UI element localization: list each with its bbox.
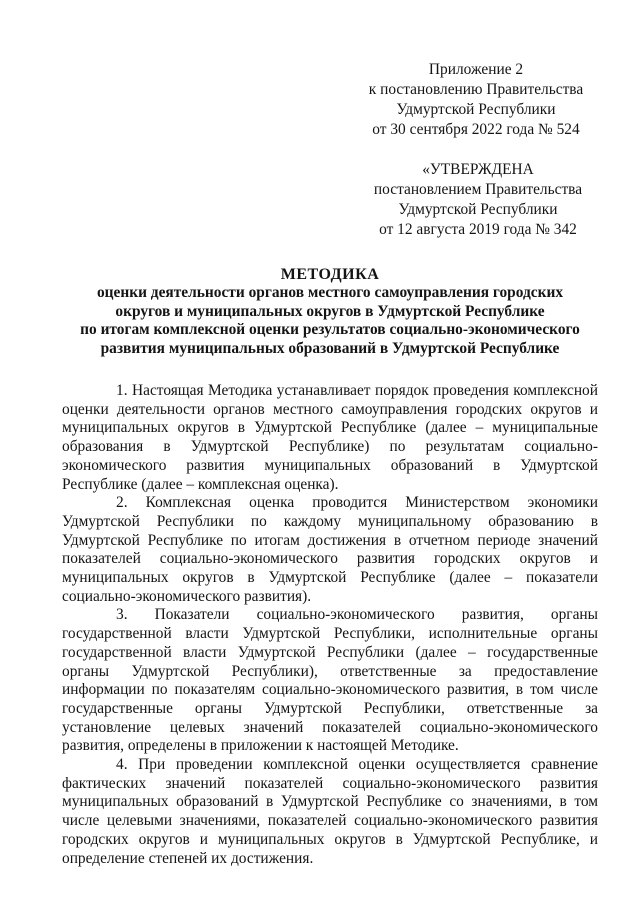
- paragraph-line: социально-экономического развития).: [62, 587, 312, 605]
- document-body: [62, 382, 598, 868]
- paragraph-line: оценки деятельности органов местного самоуправления городских округов и: [62, 400, 598, 418]
- heading-line-1: оценки деятельности органов местного самоуправления городских: [96, 284, 564, 302]
- document-heading: [62, 266, 598, 358]
- approved-line-1: «УТВЕРЖДЕНА: [422, 161, 534, 178]
- approved-line-3: Удмуртской Республики: [398, 201, 558, 218]
- paragraph-line: фактических значений показателей социально-экономического развития: [62, 774, 598, 792]
- paragraph-line: государственные органы Удмуртской Республики, ответственные за: [62, 699, 598, 717]
- paragraph-line: показателей социально-экономического развития городских округов и: [62, 550, 598, 568]
- heading-line-4: развития муниципальных образований в Удмуртской Республике: [100, 339, 560, 357]
- paragraph-line: государственной власти Удмуртской Республики, исполнительные органы: [62, 625, 598, 643]
- paragraph-1: [62, 382, 598, 494]
- paragraph-line: Удмуртской Республики по каждому муниципальному образованию в: [62, 512, 598, 530]
- paragraph-line: городских округов и муниципальных округов в Удмуртской Республике, и: [62, 830, 598, 848]
- paragraph-line: 1. Настоящая Методика устанавливает порядок проведения комплексной: [116, 382, 598, 399]
- paragraph-line: развития, определены в приложении к настоящей Методике.: [62, 737, 459, 755]
- paragraph-line: 2. Комплексная оценка проводится Министерством экономики: [116, 494, 598, 512]
- paragraph-line: информации по показателям социально-экономического развития, в том числе: [62, 681, 598, 699]
- paragraph-4: [62, 756, 598, 868]
- appendix-line-1: Приложение 2: [428, 61, 524, 78]
- paragraph-line: 3. Показатели социально-экономического развития, органы: [116, 606, 598, 624]
- paragraph-line: органы Удмуртской Республики), ответственные за предоставление: [62, 662, 598, 680]
- approved-line-2: постановлением Правительства: [373, 181, 583, 198]
- paragraph-line: определение степеней их достижения.: [62, 849, 314, 867]
- heading-line-3: по итогам комплексной оценки результатов социально-экономического: [80, 321, 580, 339]
- paragraph-3: [62, 606, 598, 756]
- paragraph-line: Республике (далее – комплексная оценка).: [62, 475, 339, 493]
- paragraph-line: экономического развития муниципальных образований в Удмуртской: [62, 456, 598, 474]
- paragraph-line: числе целевыми значениями, показателей социально-экономического развития: [62, 812, 598, 830]
- paragraph-line: 4. При проведении комплексной оценки осуществляется сравнение: [116, 756, 598, 774]
- paragraph-line: муниципальных округов в Удмуртской Республике (далее – муниципальные: [62, 419, 598, 437]
- appendix-line-2: к постановлению Правительства: [368, 81, 584, 98]
- appendix-line-4: от 30 сентября 2022 года № 524: [372, 121, 580, 138]
- paragraph-line: образования в Удмуртской Республике) по результатам социально-: [62, 438, 598, 456]
- paragraph-line: Удмуртской Республике по итогам достижения в отчетном периоде значений: [62, 531, 598, 549]
- appendix-reference: [356, 60, 596, 140]
- approval-stamp-text: [360, 160, 596, 240]
- paragraph-line: муниципальных образований в Удмуртской Республике со значениями, в том: [62, 793, 598, 811]
- heading-line-2: округов и муниципальных округов в Удмуртской Республике: [115, 302, 545, 320]
- paragraph-2: [62, 494, 598, 606]
- document-title: МЕТОДИКА: [280, 266, 380, 283]
- appendix-line-3: Удмуртской Республики: [396, 101, 556, 118]
- paragraph-line: установление целевых значений показателей социально-экономического: [62, 718, 598, 736]
- approved-line-4: от 12 августа 2019 года № 342: [379, 221, 577, 238]
- paragraph-line: муниципальных округов в Удмуртской Республике (далее – показатели: [62, 569, 598, 587]
- paragraph-line: государственной власти Удмуртской Республики (далее – государственные: [62, 643, 598, 661]
